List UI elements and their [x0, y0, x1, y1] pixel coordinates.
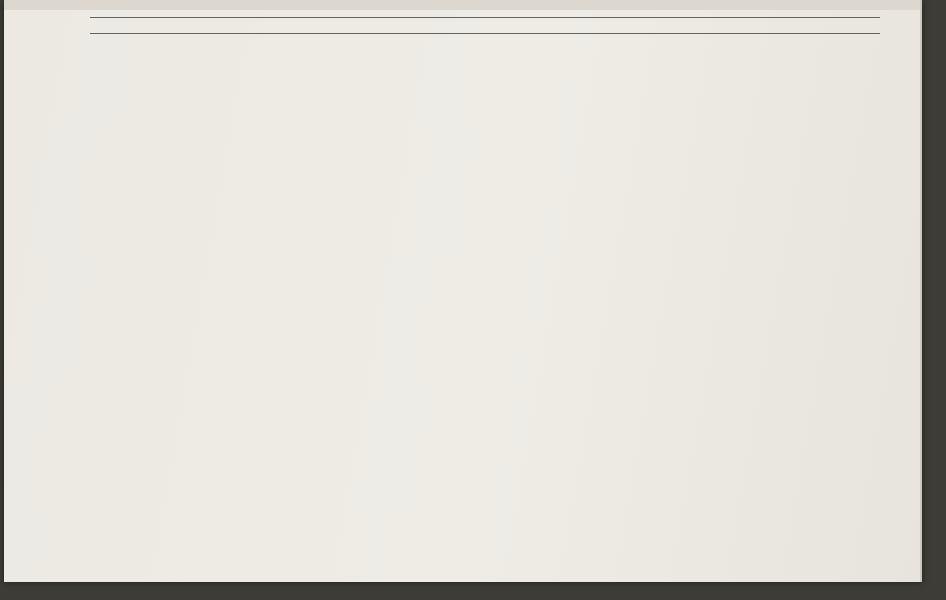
table-top-rule: [90, 17, 880, 18]
header-bottom-rule: [90, 33, 880, 34]
document-page: [4, 0, 922, 582]
page-fold-edge: [920, 0, 922, 582]
page-top-edge: [4, 0, 922, 10]
